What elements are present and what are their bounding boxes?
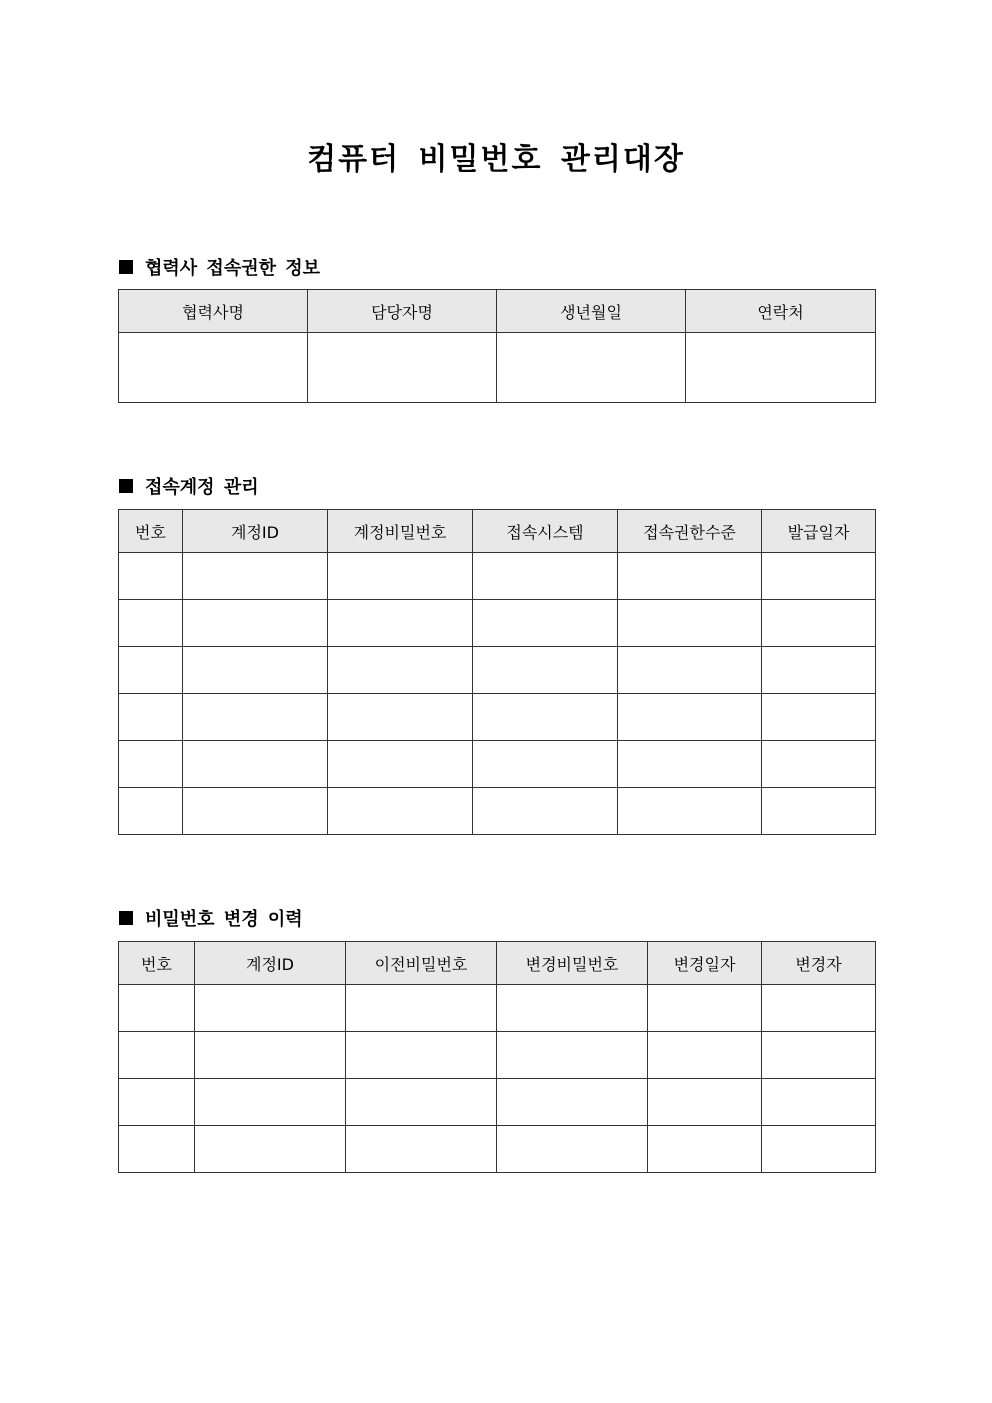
table-cell[interactable] <box>762 1126 876 1173</box>
table-row <box>119 741 876 788</box>
table-cell[interactable] <box>195 1126 346 1173</box>
table-row <box>119 788 876 835</box>
table-cell[interactable] <box>308 333 497 403</box>
table-row <box>119 333 876 403</box>
table-cell[interactable] <box>346 985 497 1032</box>
column-header-previous-password: 이전비밀번호 <box>346 942 497 985</box>
section-heading-label: 비밀번호 변경 이력 <box>145 909 303 930</box>
table-cell[interactable] <box>762 985 876 1032</box>
table-cell[interactable] <box>183 553 328 600</box>
table-cell[interactable] <box>762 600 876 647</box>
table-cell[interactable] <box>648 1079 762 1126</box>
table-cell[interactable] <box>119 647 183 694</box>
table-cell[interactable] <box>618 600 762 647</box>
table-cell[interactable] <box>473 600 618 647</box>
table-row <box>119 694 876 741</box>
table-cell[interactable] <box>473 741 618 788</box>
table-row <box>119 1079 876 1126</box>
table-cell[interactable] <box>497 1126 648 1173</box>
column-header-new-password: 변경비밀번호 <box>497 942 648 985</box>
table-cell[interactable] <box>648 1032 762 1079</box>
account-management-table <box>118 509 876 835</box>
table-cell[interactable] <box>497 1079 648 1126</box>
column-header-number: 번호 <box>119 942 195 985</box>
table-cell[interactable] <box>497 985 648 1032</box>
table-cell[interactable] <box>119 553 183 600</box>
table-cell[interactable] <box>328 647 473 694</box>
column-header-access-level: 접속권한수준 <box>618 510 762 553</box>
black-square-bullet-icon <box>119 911 133 925</box>
table-cell[interactable] <box>648 985 762 1032</box>
table-header-row <box>119 942 876 985</box>
black-square-bullet-icon <box>119 260 133 274</box>
table-cell[interactable] <box>328 741 473 788</box>
column-header-birth-date: 생년월일 <box>497 290 686 333</box>
column-header-issue-date: 발급일자 <box>762 510 876 553</box>
column-header-number: 번호 <box>119 510 183 553</box>
column-header-change-date: 변경일자 <box>648 942 762 985</box>
table-cell[interactable] <box>497 1032 648 1079</box>
section-heading-account-management <box>119 473 259 499</box>
table-cell[interactable] <box>328 600 473 647</box>
table-row <box>119 553 876 600</box>
column-header-account-password: 계정비밀번호 <box>328 510 473 553</box>
table-cell[interactable] <box>183 788 328 835</box>
table-row <box>119 1126 876 1173</box>
table-cell[interactable] <box>195 985 346 1032</box>
table-cell[interactable] <box>195 1032 346 1079</box>
table-cell[interactable] <box>119 600 183 647</box>
table-cell[interactable] <box>686 333 876 403</box>
column-header-access-system: 접속시스템 <box>473 510 618 553</box>
table-cell[interactable] <box>119 333 308 403</box>
table-cell[interactable] <box>119 1032 195 1079</box>
column-header-phone: 연락처 <box>686 290 876 333</box>
black-square-bullet-icon <box>119 479 133 493</box>
table-cell[interactable] <box>183 600 328 647</box>
table-cell[interactable] <box>183 694 328 741</box>
column-header-account-id: 계정ID <box>195 942 346 985</box>
table-cell[interactable] <box>618 647 762 694</box>
table-cell[interactable] <box>762 741 876 788</box>
table-cell[interactable] <box>119 694 183 741</box>
table-cell[interactable] <box>119 1126 195 1173</box>
section-heading-partner-info <box>119 254 320 280</box>
table-cell[interactable] <box>618 694 762 741</box>
table-cell[interactable] <box>328 553 473 600</box>
table-cell[interactable] <box>618 741 762 788</box>
table-cell[interactable] <box>762 553 876 600</box>
table-header-row <box>119 290 876 333</box>
column-header-account-id: 계정ID <box>183 510 328 553</box>
section-heading-label: 협력사 접속권한 정보 <box>145 258 321 279</box>
table-cell[interactable] <box>762 1032 876 1079</box>
page-title: 컴퓨터 비밀번호 관리대장 <box>307 142 685 177</box>
table-cell[interactable] <box>119 1079 195 1126</box>
table-cell[interactable] <box>762 788 876 835</box>
table-cell[interactable] <box>648 1126 762 1173</box>
section-heading-label: 접속계정 관리 <box>145 477 259 498</box>
table-cell[interactable] <box>473 647 618 694</box>
table-cell[interactable] <box>346 1032 497 1079</box>
table-cell[interactable] <box>119 741 183 788</box>
table-cell[interactable] <box>328 694 473 741</box>
table-cell[interactable] <box>328 788 473 835</box>
column-header-contact-person: 담당자명 <box>308 290 497 333</box>
table-cell[interactable] <box>618 788 762 835</box>
table-cell[interactable] <box>183 741 328 788</box>
column-header-partner-name: 협력사명 <box>119 290 308 333</box>
table-cell[interactable] <box>119 985 195 1032</box>
table-cell[interactable] <box>119 788 183 835</box>
table-cell[interactable] <box>183 647 328 694</box>
table-cell[interactable] <box>346 1126 497 1173</box>
table-row <box>119 985 876 1032</box>
table-cell[interactable] <box>618 553 762 600</box>
table-cell[interactable] <box>762 1079 876 1126</box>
table-row <box>119 647 876 694</box>
table-cell[interactable] <box>473 788 618 835</box>
table-header-row <box>119 510 876 553</box>
table-cell[interactable] <box>346 1079 497 1126</box>
table-row <box>119 600 876 647</box>
section-heading-password-change-history <box>119 905 303 931</box>
partner-access-table <box>118 289 876 403</box>
table-cell[interactable] <box>762 647 876 694</box>
table-cell[interactable] <box>473 694 618 741</box>
table-cell[interactable] <box>762 694 876 741</box>
table-cell[interactable] <box>473 553 618 600</box>
table-cell[interactable] <box>195 1079 346 1126</box>
table-cell[interactable] <box>497 333 686 403</box>
column-header-changed-by: 변경자 <box>762 942 876 985</box>
table-row <box>119 1032 876 1079</box>
password-change-history-table <box>118 941 876 1173</box>
